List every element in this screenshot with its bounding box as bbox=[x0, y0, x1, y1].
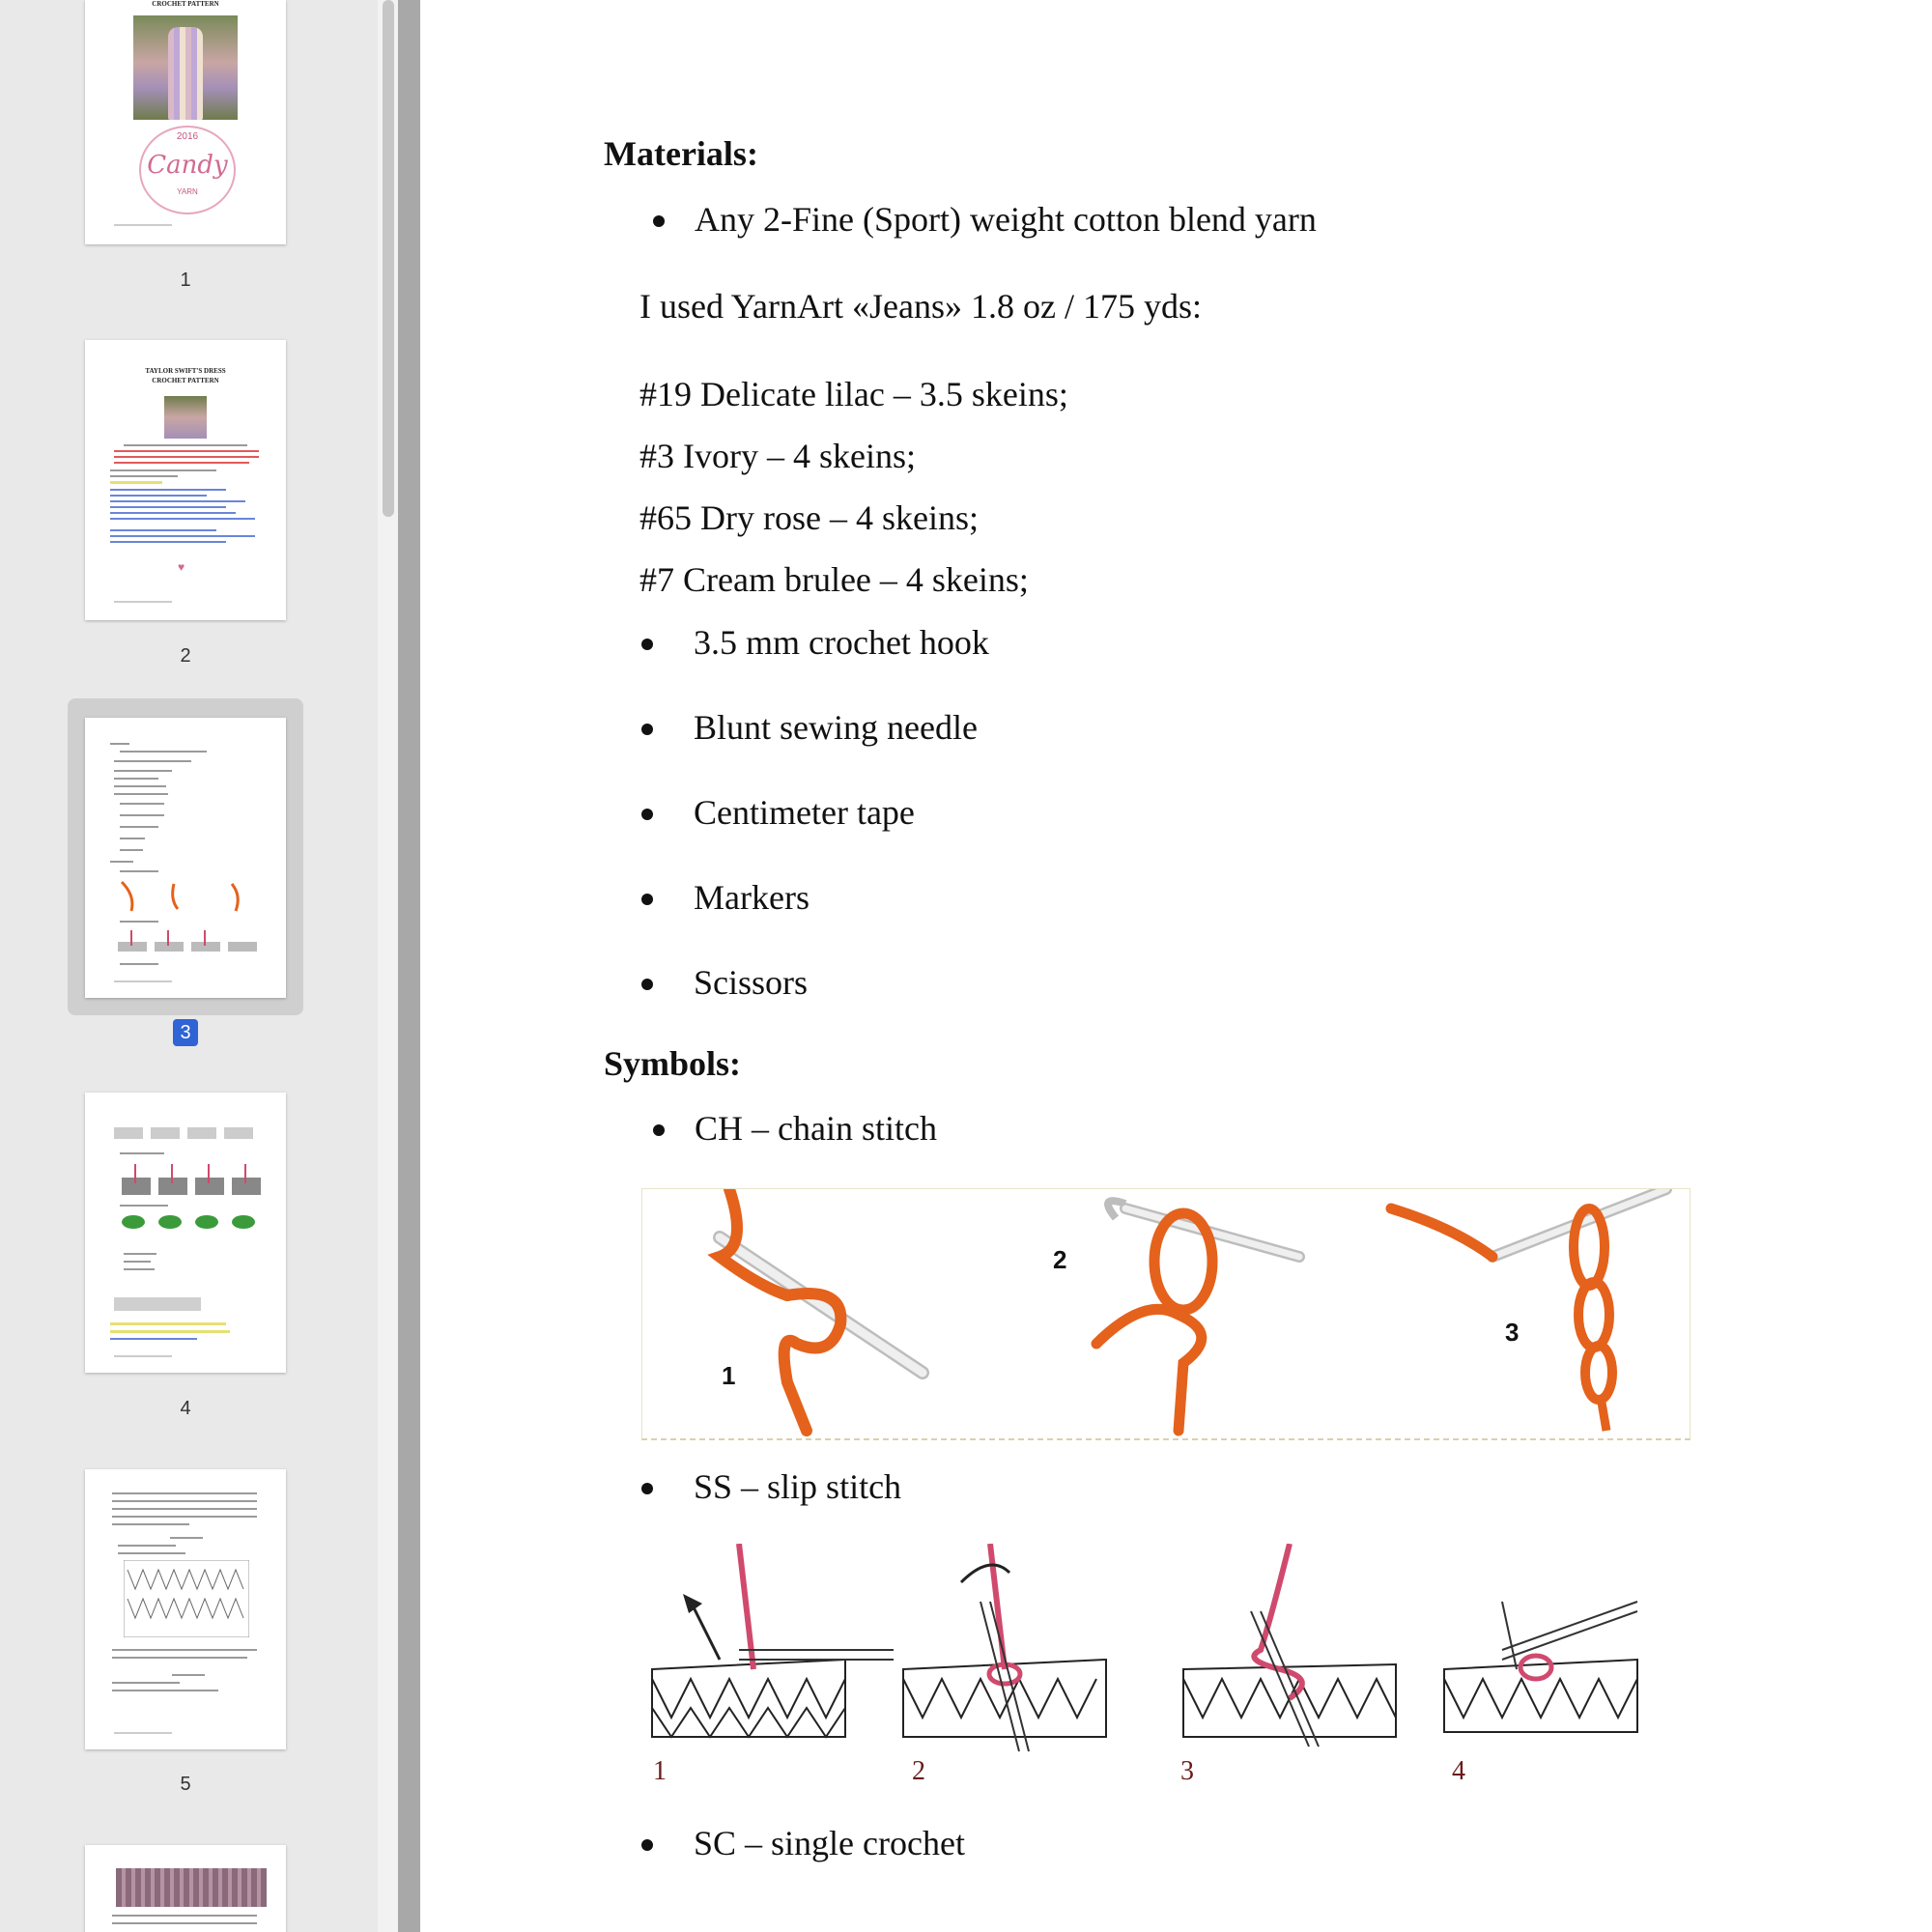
page-number-4: 4 bbox=[180, 1398, 191, 1419]
page-number-2: 2 bbox=[180, 645, 191, 667]
materials-item: Scissors bbox=[694, 963, 809, 1002]
sidebar-divider[interactable] bbox=[398, 0, 420, 1932]
color-item: #65 Dry rose – 4 skeins; bbox=[639, 498, 979, 537]
page-thumbnail-4[interactable] bbox=[85, 1093, 286, 1373]
page-thumbnail-sidebar bbox=[0, 0, 398, 1932]
thumb-title: CROCHET PATTERN bbox=[152, 0, 219, 8]
slip-stitch-illustration bbox=[642, 1544, 1705, 1766]
ss-step-1: 1 bbox=[653, 1756, 667, 1786]
bullet bbox=[641, 1839, 653, 1851]
bullet bbox=[641, 894, 653, 905]
ss-step-3-drawing bbox=[1183, 1544, 1396, 1747]
thumb-photo bbox=[116, 1868, 267, 1907]
logo-year: 2016 bbox=[176, 131, 199, 142]
cover-photo bbox=[133, 15, 238, 120]
thumb-chain-diagram bbox=[110, 876, 265, 915]
symbols-heading: Symbols: bbox=[604, 1044, 742, 1083]
materials-item: Centimeter tape bbox=[694, 793, 915, 832]
page-thumbnail-3[interactable] bbox=[85, 718, 286, 998]
page-number-3-selected: 3 bbox=[173, 1019, 198, 1046]
materials-item-yarn: Any 2-Fine (Sport) weight cotton blend yarn bbox=[695, 200, 1317, 239]
bullet bbox=[641, 979, 653, 990]
sidebar-scrollbar-thumb[interactable] bbox=[383, 0, 394, 517]
materials-item: Blunt sewing needle bbox=[694, 708, 978, 747]
page-thumbnail-2[interactable] bbox=[85, 340, 286, 620]
thumb-green-diagram bbox=[118, 1210, 263, 1234]
page-number-5: 5 bbox=[180, 1774, 191, 1795]
symbol-ss: SS – slip stitch bbox=[694, 1467, 902, 1506]
thumb-subtitle: CROCHET PATTERN bbox=[152, 377, 219, 384]
bullet bbox=[641, 1483, 653, 1494]
ch-step-2: 2 bbox=[1053, 1245, 1067, 1274]
color-item: #3 Ivory – 4 skeins; bbox=[639, 437, 916, 475]
ss-step-3: 3 bbox=[1180, 1756, 1194, 1786]
page-number-1: 1 bbox=[180, 270, 191, 291]
yarn-note: I used YarnArt «Jeans» 1.8 oz / 175 yds: bbox=[639, 287, 1202, 326]
thumb-chart-diagram bbox=[124, 1560, 249, 1637]
thumb-slip-diagram bbox=[118, 928, 263, 955]
color-item: #19 Delicate lilac – 3.5 skeins; bbox=[639, 375, 1068, 413]
bullet bbox=[653, 1124, 665, 1136]
ss-step-1-drawing bbox=[652, 1544, 894, 1737]
bullet bbox=[653, 215, 665, 227]
symbol-ch: CH – chain stitch bbox=[695, 1109, 937, 1148]
page-thumbnail-5[interactable] bbox=[85, 1469, 286, 1749]
materials-item: 3.5 mm crochet hook bbox=[694, 623, 989, 662]
logo-text: Candy bbox=[147, 151, 228, 180]
page-thumbnail-1[interactable] bbox=[85, 0, 286, 244]
symbol-sc: SC – single crochet bbox=[694, 1824, 965, 1862]
candy-yarn-logo bbox=[139, 126, 236, 214]
thumb-dc-diagram bbox=[122, 1160, 267, 1199]
materials-heading: Materials: bbox=[604, 134, 758, 173]
ss-step-2-drawing bbox=[903, 1544, 1106, 1751]
chain-stitch-figure bbox=[641, 1188, 1690, 1440]
thumb-title: TAYLOR SWIFT'S DRESS bbox=[145, 367, 226, 375]
ss-step-2: 2 bbox=[912, 1756, 925, 1786]
color-item: #7 Cream brulee – 4 skeins; bbox=[639, 560, 1029, 599]
bullet bbox=[641, 639, 653, 650]
logo-sub: YARN bbox=[177, 187, 198, 196]
thumb-stitch-diagram bbox=[114, 1112, 259, 1147]
page-thumbnail-6[interactable] bbox=[85, 1845, 286, 1932]
thumb-photo bbox=[164, 396, 207, 439]
bullet bbox=[641, 809, 653, 820]
ch-step-1: 1 bbox=[722, 1361, 736, 1390]
ch-step-3: 3 bbox=[1505, 1318, 1520, 1347]
bullet bbox=[641, 724, 653, 735]
thumb-logo: ♥ bbox=[178, 560, 185, 574]
chain-stitch-illustration bbox=[642, 1189, 1690, 1438]
document-page bbox=[420, 0, 1932, 1932]
ss-step-4-drawing bbox=[1444, 1602, 1637, 1732]
ss-step-4: 4 bbox=[1452, 1756, 1465, 1786]
materials-item: Markers bbox=[694, 878, 810, 917]
